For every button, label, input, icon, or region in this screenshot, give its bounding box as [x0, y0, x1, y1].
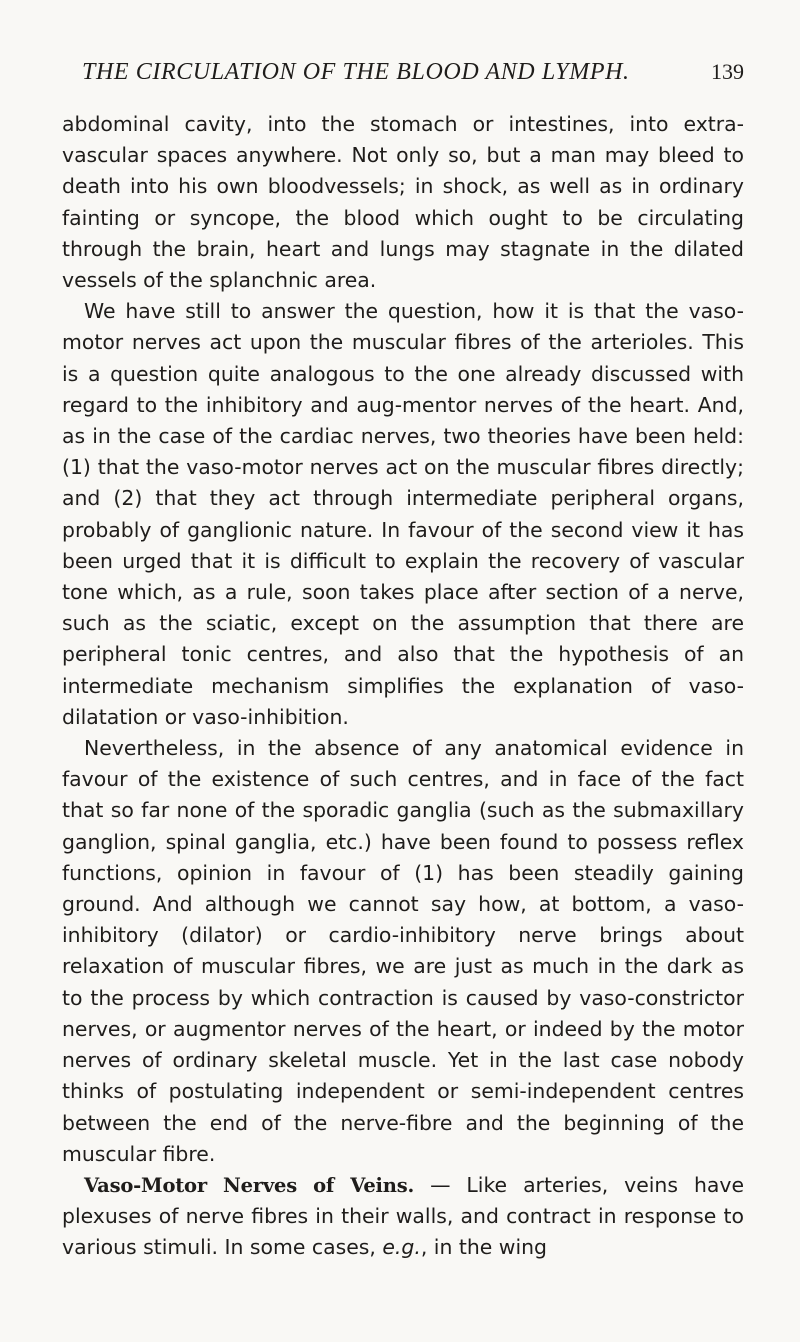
paragraph-veins	[62, 1170, 744, 1264]
running-head	[82, 58, 744, 86]
paragraph-continuation: abdominal cavity, into the stomach or intestines, into extra-vascular spaces anywhere. Not only so, but a man may bleed to death into his own bloodvessels; in shock, as well as in ordinary fainting or syncope, the blood which ought to be circulating through the brain, heart and lungs may stagnate in the dilated vessels of the splanchnic area.	[62, 112, 744, 293]
paragraph-veins-eg: e.g.	[382, 1235, 421, 1260]
body-text	[62, 109, 744, 1264]
page-number: 139	[711, 59, 744, 84]
book-page	[62, 58, 744, 1264]
section-heading: Vaso-Motor Nerves of Veins.	[84, 1173, 415, 1197]
paragraph-veins-text-a: — Like arteries, veins have plexuses of nerve fibres in their walls, and contract in response to various stimuli. In some cases,	[62, 1172, 744, 1260]
paragraph-nevertheless: Nevertheless, in the absence of any anatomical evidence in favour of the existence of such centres, and in face of the fact that so far none of the sporadic ganglia (such as the submaxillary ganglion, spinal ganglia, etc.) have been found to possess reflex functions, opinion in favour of (1) has been steadily gaining ground. And although we cannot say how, at bottom, a vaso-inhibitory (dilator) or cardio-inhibitory nerve brings about relaxation of muscular fibres, we are just as much in the dark as to the process by which contraction is caused by vaso-constrictor nerves, or augmentor nerves of the heart, or indeed by the motor nerves of ordinary skeletal muscle. Yet in the last case nobody thinks of postulating independent or semi-independent centres between the end of the nerve-fibre and the beginning of the muscular fibre.	[62, 736, 744, 1166]
paragraph-vaso-motor-question: We have still to answer the question, how it is that the vaso-motor nerves act upon the muscular fibres of the arterioles. This is a question quite analogous to the one already discussed with regard to the inhibitory and aug-mentor nerves of the heart. And, as in the case of the cardiac nerves, two theories have been held: (1) that the vaso-motor nerves act on the muscular fibres directly; and (2) that they act through intermediate peripheral organs, probably of ganglionic nature. In favour of the second view it has been urged that it is difficult to explain the recovery of vascular tone which, as a rule, soon takes place after section of a nerve, such as the sciatic, except on the assumption that there are peripheral tonic centres, and also that the hypothesis of an intermediate mechanism simplifies the explanation of vaso-dilatation or vaso-inhibition.	[62, 299, 744, 729]
running-title: THE CIRCULATION OF THE BLOOD AND LYMPH.	[82, 59, 630, 85]
paragraph-veins-text-b: , in the wing	[420, 1235, 547, 1260]
